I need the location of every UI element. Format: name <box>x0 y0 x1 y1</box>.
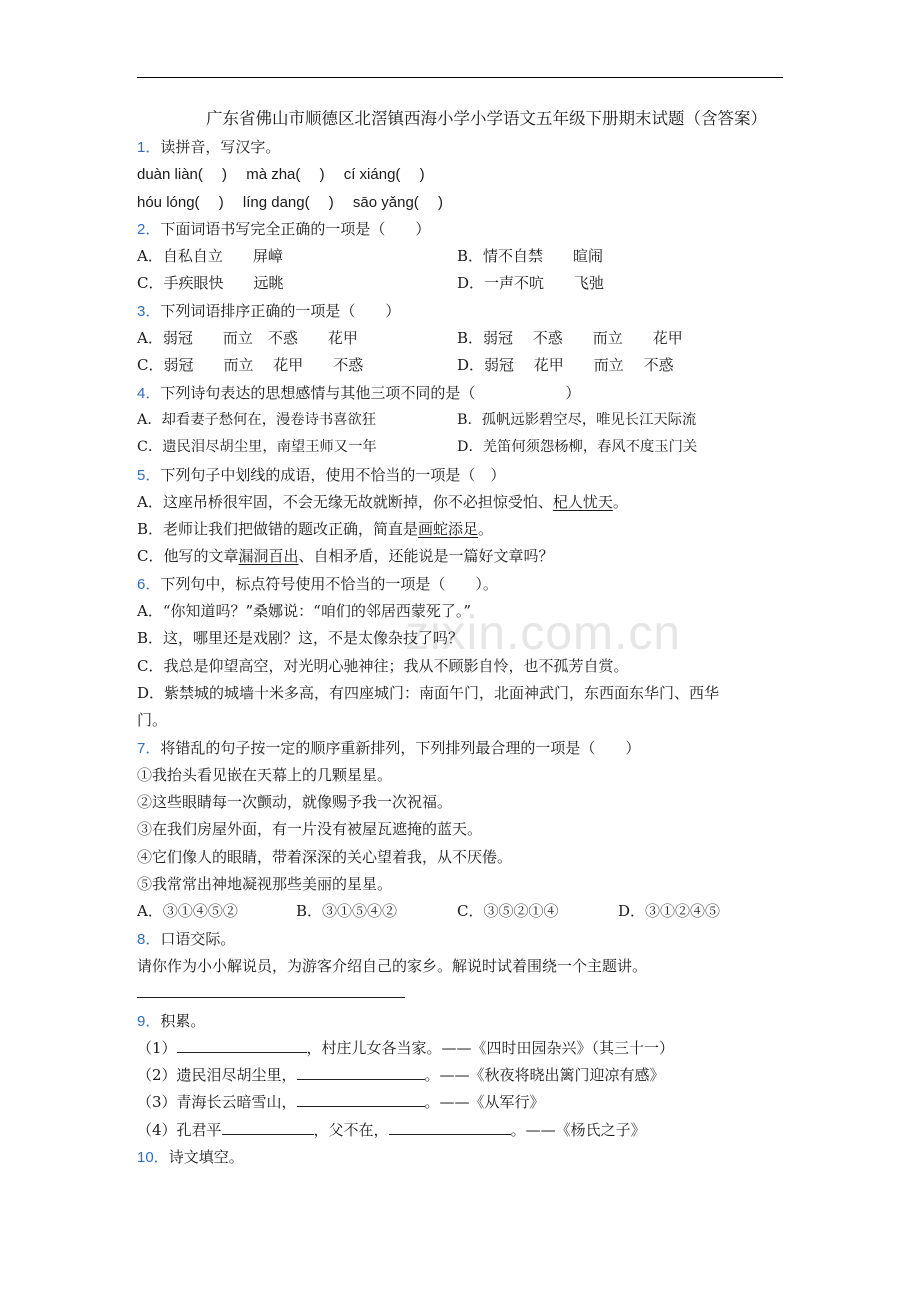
question-stem: 下列句中，标点符号使用不恰当的一项是（ ）。 <box>160 574 498 593</box>
option-d: D．弱冠 花甲 而立 不惑 <box>457 356 674 375</box>
item-text: 。——《从军行》 <box>424 1093 545 1112</box>
option-c: C．③⑤②①④ <box>457 902 559 921</box>
option-a: A．自私自立 屏嶂 <box>137 247 283 266</box>
question-stem: 读拼音，写汉字。 <box>160 138 281 156</box>
options-row <box>137 352 787 379</box>
option-text: 。 <box>612 492 628 511</box>
option-c <box>137 543 787 570</box>
question-number: 7． <box>137 739 161 757</box>
options-row <box>137 270 787 297</box>
question-stem: 诗文填空。 <box>168 1147 244 1166</box>
question-2 <box>137 216 787 243</box>
item-text: 。——《杨氏之子》 <box>510 1120 646 1139</box>
answer-line <box>137 980 787 1007</box>
option-b: B．孤帆远影碧空尽，唯见长江天际流 <box>457 411 697 428</box>
sentence-2: ②这些眼睛每一次颤动，就像赐予我一次祝福。 <box>137 793 453 812</box>
option-b: B．③①⑤④② <box>296 902 398 921</box>
question-stem: 下列句子中划线的成语，使用不恰当的一项是（ ） <box>160 465 506 484</box>
options-row <box>137 325 787 352</box>
item-text: （1） <box>137 1038 177 1057</box>
question-number: 1． <box>137 139 161 156</box>
item-text: （4）孔君平 <box>137 1120 222 1139</box>
option-c: C．遗民泪尽胡尘里，南望王师又一年 <box>137 439 377 456</box>
fill-item-1 <box>137 1035 787 1062</box>
option-a: A．却看妻子愁何在，漫卷诗书喜欲狂 <box>137 411 377 428</box>
question-5 <box>137 462 787 489</box>
option-text: 。 <box>478 520 494 539</box>
sentence-1: ①我抬头看见嵌在天幕上的几颗星星。 <box>137 765 393 784</box>
item-text: ，村庄儿女各当家。——《四时田园杂兴》（其三十一） <box>306 1038 675 1057</box>
item-text: （2）遗民泪尽胡尘里， <box>137 1066 297 1085</box>
option-c: C．我总是仰望高空，对光明心驰神往；我从不顾影自怜，也不孤芳自赏。 <box>137 656 629 675</box>
question-number: 5． <box>137 466 161 484</box>
options-row <box>137 407 787 434</box>
question-4 <box>137 380 787 407</box>
watermark: zixin.com.cn <box>405 607 682 660</box>
fill-item-4 <box>137 1117 787 1144</box>
exam-body <box>137 104 787 1171</box>
page-title: 广东省佛山市顺德区北滘镇西海小学小学语文五年级下册期末试题（含答案） <box>206 109 767 128</box>
underlined-idiom: 画蛇添足 <box>418 520 479 539</box>
option-text: C．他写的文章 <box>137 547 239 566</box>
option-a: A．③①④⑤② <box>137 902 238 921</box>
option-text: 、自相矛盾，还能说是一篇好文章吗？ <box>298 547 554 566</box>
answer-blank[interactable] <box>177 1035 307 1053</box>
question-10 <box>137 1144 787 1171</box>
question-8 <box>137 926 787 953</box>
question-9 <box>137 1008 787 1035</box>
option-d-continued: 门。 <box>137 711 168 730</box>
question-stem: 下列诗句表达的思想感情与其他三项不同的是（ ） <box>160 383 581 402</box>
option-d: D．③①②④⑤ <box>618 902 721 921</box>
question-number: 10． <box>137 1148 169 1166</box>
sentence-3: ③在我们房屋外面，有一片没有被屋瓦遮掩的蓝天。 <box>137 820 483 839</box>
answer-blank[interactable] <box>297 1089 425 1107</box>
question-8-prompt: 请你作为小小解说员，为游客介绍自己的家乡。解说时试着围绕一个主题讲。 <box>137 956 648 975</box>
question-number: 2． <box>137 220 161 238</box>
answer-blank[interactable] <box>297 1062 425 1080</box>
question-1 <box>137 134 787 161</box>
option-a: A．“你知道吗？”桑娜说：“咱们的邻居西蒙死了。” <box>137 602 472 621</box>
answer-blank[interactable] <box>222 1117 314 1135</box>
sentence-5: ⑤我常常出神地凝视那些美丽的星星。 <box>137 875 393 894</box>
underlined-idiom: 漏洞百出 <box>238 547 299 566</box>
question-7 <box>137 735 787 762</box>
item-text: （3）青海长云暗雪山， <box>137 1093 297 1112</box>
question-stem: 积累。 <box>160 1011 206 1030</box>
header-rule <box>137 77 783 78</box>
question-3 <box>137 298 787 325</box>
answer-blank[interactable] <box>137 980 405 998</box>
item-text: 。——《秋夜将晓出篱门迎凉有感》 <box>424 1066 665 1085</box>
pinyin-row-1: duàn liàn( ) mà zha( ) cí xiáng( ) <box>137 166 425 184</box>
question-stem: 下面词语书写完全正确的一项是（ ） <box>160 219 431 238</box>
item-text: ，父不在， <box>313 1120 389 1139</box>
option-text: A．这座吊桥很牢固，不会无缘无故就断掉，你不必担惊受怕、 <box>137 492 553 511</box>
fill-item-2 <box>137 1062 787 1089</box>
option-b: B．这，哪里还是戏剧？这，不是太像杂技了吗？ <box>137 629 464 648</box>
sentence-4: ④它们像人的眼睛，带着深深的关心望着我，从不厌倦。 <box>137 847 513 866</box>
pinyin-row-2: hóu lóng( ) líng dang( ) sāo yǎng( ) <box>137 193 443 211</box>
options-row <box>137 243 787 270</box>
option-text: B．老师让我们把做错的题改正确，简直是 <box>137 520 419 539</box>
option-b: B．情不自禁 暄闹 <box>457 247 604 266</box>
option-a <box>137 489 787 516</box>
question-number: 4． <box>137 384 161 402</box>
option-d: D．紫禁城的城墙十米多高，有四座城门：南面午门，北面神武门，东西面东华门、西华 <box>137 683 720 702</box>
option-d: D．一声不吭 飞弛 <box>457 274 605 293</box>
question-number: 3． <box>137 302 161 320</box>
answer-blank[interactable] <box>389 1117 511 1135</box>
option-b <box>137 516 787 543</box>
question-stem: 口语交际。 <box>160 929 236 948</box>
options-row <box>137 434 787 461</box>
option-c: C．手疾眼快 远眺 <box>137 274 284 293</box>
question-stem: 将错乱的句子按一定的顺序重新排列，下列排列最合理的一项是（ ） <box>160 738 641 757</box>
option-c: C．弱冠 而立 花甲 不惑 <box>137 356 364 375</box>
underlined-idiom: 杞人忧天 <box>552 492 613 511</box>
question-number: 8． <box>137 930 161 948</box>
question-number: 9． <box>137 1012 161 1030</box>
option-b: B．弱冠 不惑 而立 花甲 <box>457 329 683 348</box>
options-row <box>137 898 787 925</box>
question-number: 6． <box>137 575 161 593</box>
option-a: A．弱冠 而立 不惑 花甲 <box>137 329 358 348</box>
question-6 <box>137 571 787 598</box>
fill-item-3 <box>137 1089 787 1116</box>
option-d: D．羌笛何须怨杨柳，春风不度玉门关 <box>457 439 698 456</box>
question-stem: 下列词语排序正确的一项是（ ） <box>160 301 401 320</box>
